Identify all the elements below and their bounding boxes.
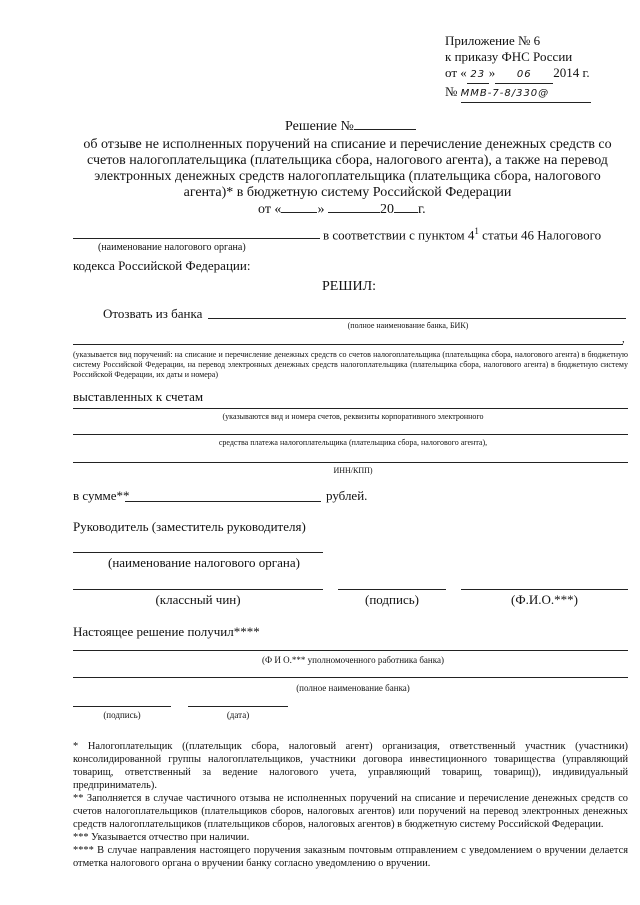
orders-caption: (указывается вид поручений: на списание и перечисление денежных средств со счетов налогоплательщика (плательщика сбора, налогового агента) в бюджетную систему Российской Федерации, на перевод электронных денежных средств налогоплательщика (плательщика сбора, налогового агента) в бюджетную систему Российской Федерации, их даты и номера): [73, 350, 628, 379]
accounts-caption1: (указываются вид и номера счетов, реквизиты корпоративного электронного: [222, 412, 484, 421]
date-year-field[interactable]: [394, 212, 418, 213]
appendix-date-month: 06: [495, 67, 553, 84]
footnotes: [73, 740, 628, 870]
bank-worker-field[interactable]: [73, 650, 628, 651]
bank-caption: (полное наименование банка, БИК): [347, 321, 469, 330]
orders-comma: ,: [622, 333, 625, 345]
head-organ-field[interactable]: [73, 552, 323, 553]
bank-worker-caption: (Ф И О.*** уполномоченного работника банка): [262, 655, 444, 665]
date-day-field[interactable]: [281, 212, 317, 213]
date-g-label: г.: [417, 202, 426, 217]
date-month-field[interactable]: [328, 212, 380, 213]
footnote-1: * Налогоплательщик ((плательщик сбора, налоговый агент) организация, ответственный участник (участники) консолидированной группы налогоплательщиков, участники договора инвестиционного товарищества (управляющий товарищ, ответственный за ведение налогового учета, управляющий товарищ, товарищ)), индивидуальный предприниматель).: [73, 741, 628, 791]
inn-field[interactable]: [73, 462, 628, 463]
appendix-line1: Приложение № 6: [445, 33, 541, 48]
code-text: кодекса Российской Федерации:: [73, 258, 251, 273]
rank-field[interactable]: [73, 589, 323, 590]
decision-heading-label: Решение №: [285, 119, 354, 134]
decided-heading: РЕШИЛ:: [322, 279, 376, 294]
signature-caption: (подпись): [365, 592, 419, 607]
tax-organ-caption: (наименование налогового органа): [98, 242, 246, 253]
appendix-date-year: 2014 г.: [553, 65, 590, 80]
appendix-number-prefix: №: [445, 84, 458, 99]
head-organ-caption: (наименование налогового органа): [108, 555, 300, 570]
footnote-4: **** В случае направления настоящего поручения заказным почтовым отправлением с уведомлением о вручении делается отметка налогового органа о вручении банку согласно уведомлению о вручении.: [73, 845, 628, 869]
appendix-date-mid: »: [488, 65, 496, 80]
date-from-label: от «: [258, 202, 282, 217]
decision-heading: [285, 119, 416, 135]
footnote-3: *** Указывается отчество при наличии.: [73, 832, 250, 843]
revoke-label: Отозвать из банка: [103, 306, 203, 321]
appendix-number: [445, 84, 591, 103]
bank-full-caption: (полное наименование банка): [296, 683, 410, 693]
appendix-number-value: ММВ-7-8/330@: [461, 86, 591, 103]
accordance-sup: 1: [474, 226, 479, 236]
accordance-end: статьи 46 Налогового: [482, 227, 602, 243]
accounts-field-2[interactable]: [73, 434, 628, 435]
accounts-caption2: средства платежа налогоплательщика (плательщика сбора, налогового агента),: [218, 438, 488, 447]
sign2-caption: (подпись): [103, 710, 141, 720]
bank-field[interactable]: [208, 318, 626, 319]
fio-caption: (Ф.И.О.***): [511, 592, 578, 607]
sum-field[interactable]: [125, 501, 321, 502]
sum-unit: рублей.: [326, 488, 368, 503]
accordance-label: в соответствии с пунктом 4: [323, 227, 475, 243]
decision-subtitle: об отзыве не исполненных поручений на списание и перечисление денежных средств со счетов налогоплательщика (плательщика сбора, налогового агента), а также на перевод электронных денежных средств налогоплательщика (плательщика сбора, налогового агента)* в бюджетную систему Российской Федерации: [83, 137, 612, 200]
footnote-2: ** Заполняется в случае частичного отзыва не исполненных поручений на списание и перечисление денежных средств со счетов налогоплательщиков (плательщиков сборов, налоговых агентов) или поручений на перевод электронных денежных средств налогоплательщиков (плательщиков сборов, налоговых агентов) в бюджетную систему Российской Федерации.: [73, 793, 628, 830]
accounts-label: выставленных к счетам: [73, 389, 204, 404]
appendix-date-prefix: от «: [445, 65, 467, 80]
tax-organ-field[interactable]: [73, 238, 320, 239]
appendix-date: [445, 65, 591, 84]
received-label: Настоящее решение получил****: [73, 624, 260, 639]
orders-field[interactable]: [73, 344, 623, 345]
fio-field[interactable]: [461, 589, 628, 590]
rank-caption: (классный чин): [155, 592, 241, 607]
decision-date: [258, 202, 426, 218]
bank-full-field[interactable]: [73, 677, 628, 678]
date2-field[interactable]: [188, 706, 288, 707]
date-mid-label: »: [317, 202, 325, 217]
sign2-field[interactable]: [73, 706, 171, 707]
appendix-block: [445, 33, 591, 103]
appendix-date-day: 23: [467, 67, 489, 84]
accordance-text: [323, 226, 601, 243]
sum-label: в сумме**: [73, 488, 130, 503]
signature-field[interactable]: [338, 589, 446, 590]
appendix-line2: к приказу ФНС России: [445, 49, 573, 64]
accounts-field[interactable]: [73, 408, 628, 409]
inn-caption: ИНН/КПП): [333, 466, 373, 475]
head-label: Руководитель (заместитель руководителя): [73, 519, 306, 534]
decision-number-field[interactable]: [354, 129, 416, 130]
date2-caption: (дата): [226, 710, 250, 720]
date-year-label: 20: [379, 202, 394, 217]
